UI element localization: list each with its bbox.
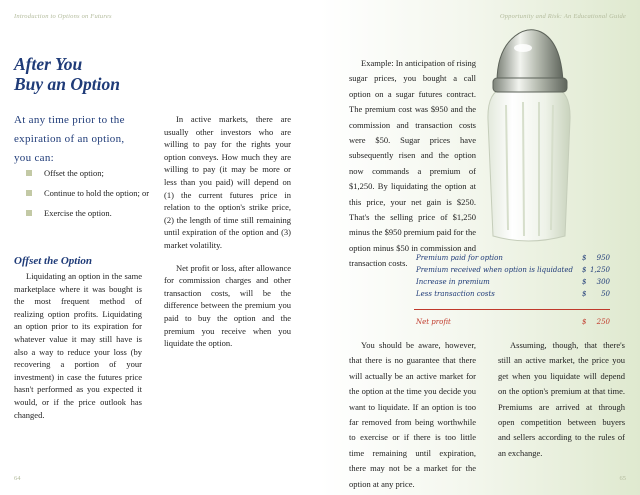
title-line-2: Buy an Option (14, 74, 120, 94)
calc-amount: 950 (596, 254, 610, 262)
calc-amount: 1,250 (589, 266, 610, 274)
page-title (14, 54, 120, 94)
bullet-square-icon (26, 210, 32, 216)
title-line-1: After You (14, 54, 83, 74)
body-paragraph: You should be aware, however, that there is no guarantee that there will actually be an active market for the option at the time you decide you want to liquidate. If an option is too far removed from being worthwhile to exercise or if there is too little time remaining until expiration, there may not be a market for the option at any price. (349, 340, 476, 489)
body-paragraph: Assuming, though, that there's still an active market, the price you get when you liquidate will depend on the option's premium at that time. Premiums are arrived at through open competition between buyers and sellers according to the rules of an exchange. (498, 340, 625, 458)
profit-calculation (414, 252, 610, 326)
calc-currency: $ (582, 290, 587, 298)
body-paragraph: Net profit or loss, after allowance for commission charges and other transaction costs, will be the difference between the premium you paid to buy the option and the premium you receive when you liquidate the option. (164, 262, 291, 349)
running-head-left: Introduction to Options on Futures (14, 13, 112, 20)
bullet-text: Continue to hold the option; or (44, 188, 150, 198)
page-number-right: 65 (619, 475, 626, 482)
calc-label: Increase in premium (416, 278, 490, 286)
calc-row (414, 276, 610, 288)
choices-list (26, 167, 156, 227)
column-4 (498, 338, 625, 461)
column-3 (349, 338, 476, 492)
calc-amount: 50 (601, 290, 610, 298)
page-number-left: 64 (14, 475, 21, 482)
net-label: Net profit (416, 318, 451, 326)
section-heading: Offset the Option (14, 255, 93, 267)
intro-text: At any time prior to the expiration of an option, you can: (14, 114, 125, 164)
net-amount: 250 (596, 318, 610, 326)
sugar-shaker-photo (473, 10, 583, 250)
body-paragraph: In active markets, there are usually other investors who are willing to pay for the rights your option conveys. How much they are willing to pay (it may be more or less than you paid) will depend on (1) the current futures price in relation to the option's strike price, (2) the length of time still remaining until expiration of the option and (3) market volatility. (164, 114, 291, 250)
example-paragraph: Example: In anticipation of rising sugar prices, you bought a call option on a sugar futures contract. The premium cost was $950 and the commission and transaction costs were $50. Sugar prices have subsequently risen and the option now commands a premium of $1,250. By liquidating the option at this price, your net gain is $250. That's the selling price of $1,250 minus the $950 premium paid for the option minus $50 in commission and transaction costs. (349, 58, 476, 269)
column-2 (164, 113, 291, 350)
calc-label: Less transaction costs (416, 290, 495, 298)
calc-label: Premium paid for option (416, 254, 503, 262)
calc-net-row (414, 316, 610, 328)
net-currency: $ (582, 318, 587, 326)
example-column (349, 56, 476, 272)
calc-row (414, 252, 610, 264)
column-1 (14, 270, 142, 421)
bullet-text: Exercise the option. (44, 208, 112, 218)
calc-currency: $ (582, 254, 587, 262)
calc-amount: 300 (596, 278, 610, 286)
calc-row (414, 264, 610, 276)
body-paragraph: Liquidating an option in the same marketplace where it was bought is the most frequent method of realizing option profits. Liquidating an option prior to its expiration for whatever value it may still have is also a way to reduce your loss (by recovering a portion of your investment) in case the futures price hasn't performed as you expected it would, or if the price outlook has changed. (14, 271, 142, 420)
calc-currency: $ (582, 278, 587, 286)
total-rule (414, 309, 610, 310)
list-item (26, 187, 156, 199)
list-item (26, 167, 156, 179)
bullet-text: Offset the option; (44, 168, 104, 178)
calc-currency: $ (582, 266, 587, 274)
list-item (26, 207, 156, 219)
calc-label: Premium received when option is liquidated (416, 266, 573, 274)
bullet-square-icon (26, 190, 32, 196)
bullet-square-icon (26, 170, 32, 176)
calc-row (414, 288, 610, 300)
running-head-right: Opportunity and Risk: An Educational Guide (499, 13, 626, 20)
